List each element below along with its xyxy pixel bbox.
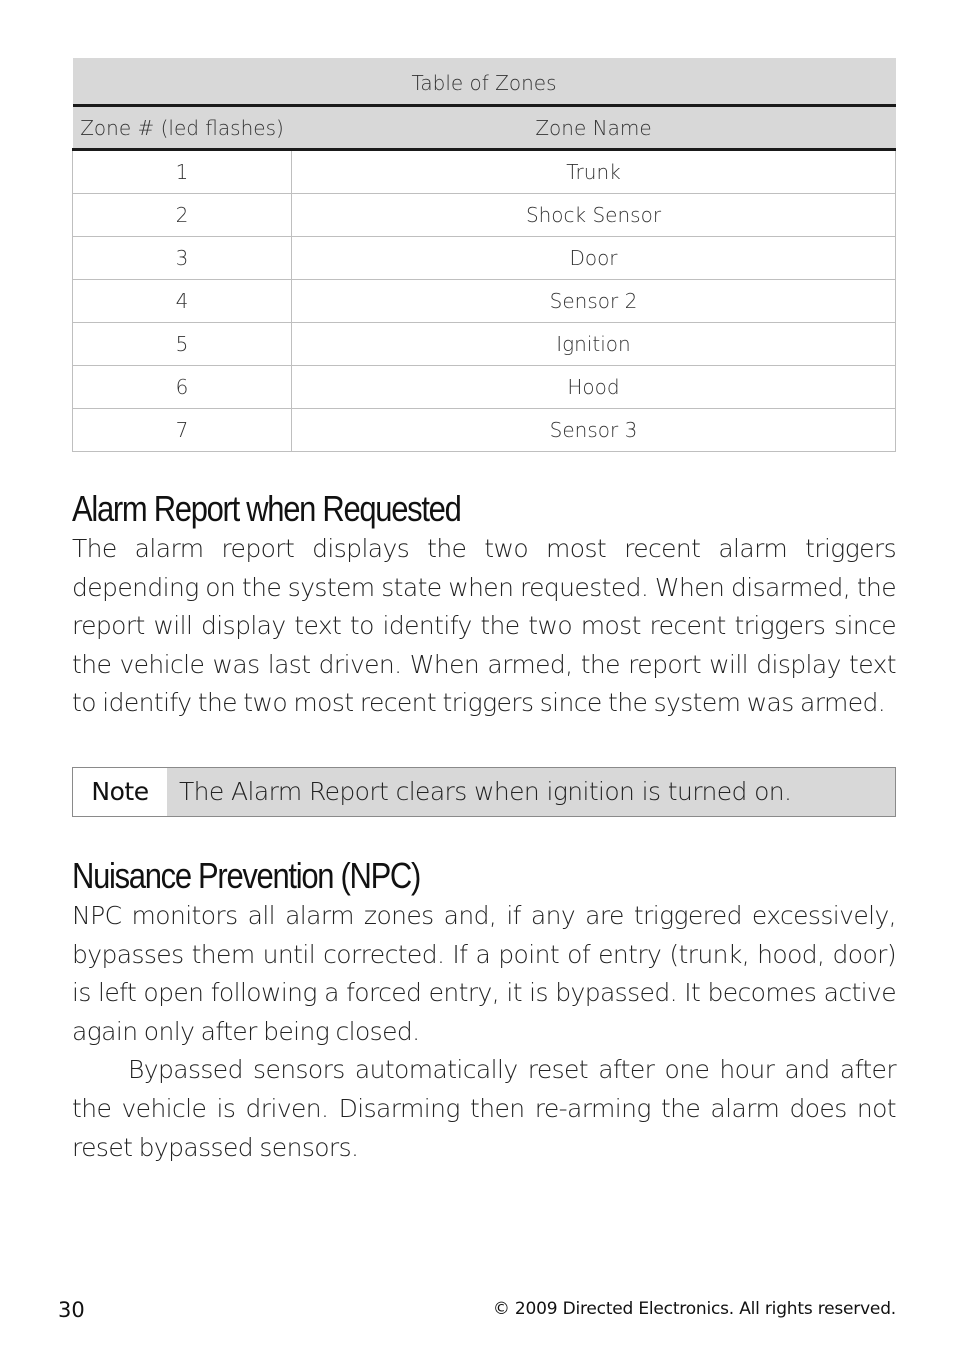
table-caption: Table of Zones bbox=[73, 58, 896, 106]
table-caption-row bbox=[73, 58, 896, 106]
zone-name-cell: Sensor 3 bbox=[292, 409, 896, 452]
section-heading-alarm-report: Alarm Report when Requested bbox=[72, 488, 461, 529]
column-header-zone-number: Zone # (led flashes) bbox=[73, 106, 292, 150]
note-text: The Alarm Report clears when ignition is turned on. bbox=[167, 768, 895, 816]
zone-number-cell: 5 bbox=[73, 323, 292, 366]
page-content bbox=[72, 58, 896, 1167]
zone-number-cell: 7 bbox=[73, 409, 292, 452]
table-row bbox=[73, 237, 896, 280]
note-box bbox=[72, 767, 896, 817]
table-row bbox=[73, 194, 896, 237]
zone-name-cell: Trunk bbox=[292, 150, 896, 194]
zone-number-cell: 2 bbox=[73, 194, 292, 237]
npc-paragraph-1: NPC monitors all alarm zones and, if any are triggered excessively, bypasses them until corrected. If a point of entry (trunk, hood, door) is left open following a forced entry, it is bypassed. It becomes active again only after being closed. bbox=[72, 900, 896, 1046]
page-number: 30 bbox=[58, 1298, 85, 1322]
alarm-report-paragraph: The alarm report displays the two most recent alarm triggers depending on the system state when requested. When disarmed, the report will display text to identify the two most recent triggers since the vehicle was last driven. When armed, the report will display text to identify the two most recent triggers since the system was armed. bbox=[72, 534, 896, 718]
npc-paragraph-2: Bypassed sensors automatically reset after one hour and after the vehicle is driven. Disarming then re-arming the alarm does not reset bypassed sensors. bbox=[72, 1055, 896, 1162]
section-heading-npc: Nuisance Prevention (NPC) bbox=[72, 854, 421, 896]
zone-name-cell: Ignition bbox=[292, 323, 896, 366]
zone-number-cell: 1 bbox=[73, 150, 292, 194]
table-row bbox=[73, 150, 896, 194]
zone-name-cell: Sensor 2 bbox=[292, 280, 896, 323]
table-header-row bbox=[73, 106, 896, 150]
zone-name-cell: Shock Sensor bbox=[292, 194, 896, 237]
zone-name-cell: Hood bbox=[292, 366, 896, 409]
zone-number-cell: 3 bbox=[73, 237, 292, 280]
table-row bbox=[73, 409, 896, 452]
table-row bbox=[73, 280, 896, 323]
zones-table bbox=[72, 58, 896, 452]
table-row bbox=[73, 366, 896, 409]
zone-name-cell: Door bbox=[292, 237, 896, 280]
copyright-notice: © 2009 Directed Electronics. All rights reserved. bbox=[492, 1299, 896, 1319]
note-label: Note bbox=[73, 768, 167, 816]
column-header-zone-name: Zone Name bbox=[292, 106, 896, 150]
zone-number-cell: 4 bbox=[73, 280, 292, 323]
table-row bbox=[73, 323, 896, 366]
zone-number-cell: 6 bbox=[73, 366, 292, 409]
